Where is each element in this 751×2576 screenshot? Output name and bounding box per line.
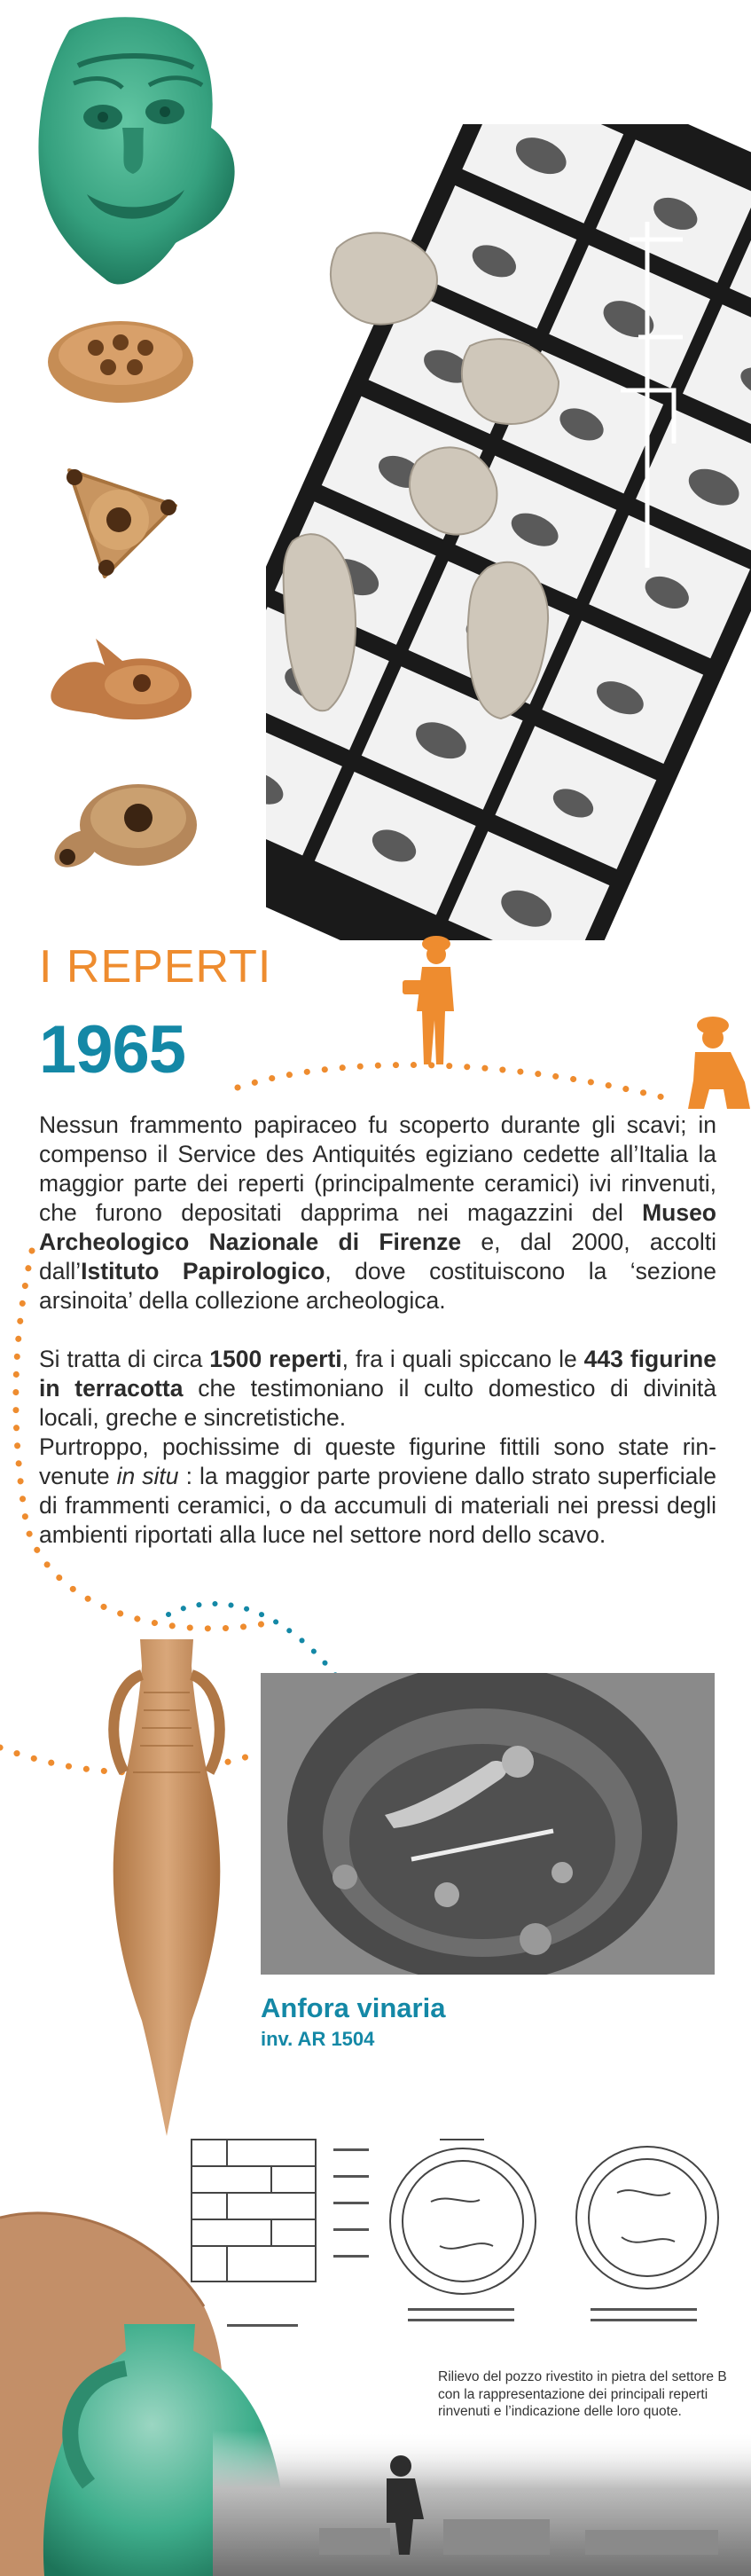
well-survey-drawing — [174, 2122, 751, 2354]
body-text — [39, 1111, 716, 1550]
amphora-image — [78, 1639, 255, 2136]
green-faience-mask-image — [34, 12, 239, 302]
amphora-inventory-number: inv. AR 1504 — [261, 2028, 375, 2050]
photo-contact-sheets-image — [266, 124, 751, 940]
oil-lamp-round-image — [43, 621, 200, 727]
excavation-well-photo — [261, 1673, 715, 1975]
section-year: 1965 — [39, 1012, 186, 1088]
amphora-caption-title: Anfora vinaria — [261, 1992, 446, 2023]
paragraph-2: Si tratta di circa 1500 reperti, fra i quali spiccano le 443 figurine in terracotta che testimoniano il culto domestico di divinità locali, greche e sincretistiche. Purtroppo, pochissime di queste figurine fittili sono state rinvenute in situ : la maggior parte proviene dallo strato superficiale di frammenti ceramici, o da accumuli di materiali nei pressi degli ambienti riportati alla luce nel settore nord dello scavo. — [39, 1346, 716, 1548]
oil-lamp-nozzle-image — [43, 768, 200, 880]
oil-lamp-triangular-image — [43, 452, 200, 585]
section-title: I REPERTI — [39, 941, 272, 993]
oil-lamp-multi-nozzle-image — [43, 307, 200, 412]
orange-person-icon — [403, 931, 466, 1066]
excavation-site-bw-photo — [213, 2431, 751, 2576]
orange-kneeling-person-icon — [683, 1013, 751, 1109]
paragraph-1: Nessun frammento papiraceo fu scoperto durante gli scavi; in compenso il Service des Antiquités egiziano cedette all’Italia la maggior parte dei reperti (principalmente ceramici) ivi rinvenuti, che furono depositati dapprima nei magazzini del Museo Archeologico Nazionale di Firenze e, dal 2000, accolti dall’Istituto Papirologico, dove costituiscono la ‘sezione arsinoita’ della collezione archeologica. — [39, 1111, 716, 1314]
well-relief-caption: Rilievo del pozzo rivestito in pietra del settore B con la rappresentazione dei principali reperti rinvenuti e l’indicazione delle loro quote. — [438, 2369, 727, 2419]
